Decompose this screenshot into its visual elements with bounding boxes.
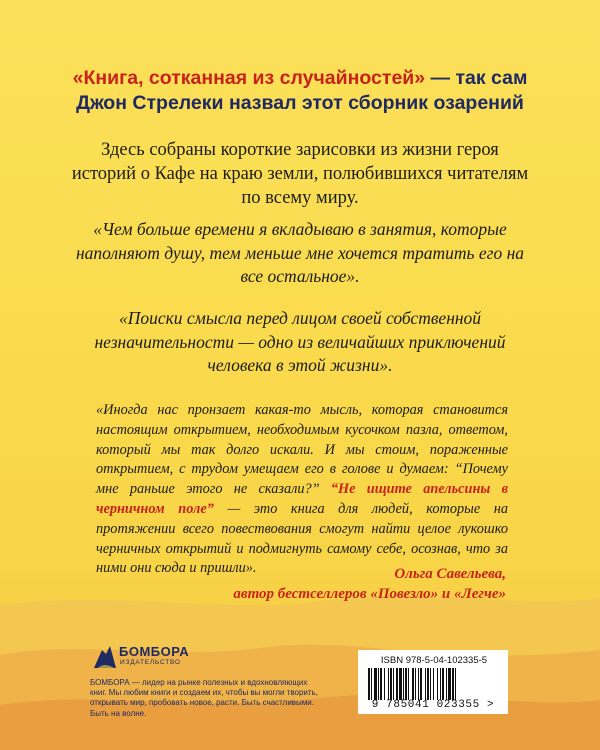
- review-book-title: “Не ищите апельсины в черничном поле”: [96, 481, 508, 517]
- barcode-bar: [425, 668, 426, 700]
- lead-title-rest: — так сам Джон Стрелеки назвал этот сборник озарений: [76, 67, 528, 114]
- barcode-bar: [415, 668, 416, 700]
- barcode-bar: [418, 668, 419, 700]
- lead-headline: [60, 66, 540, 116]
- barcode-bar: [455, 668, 456, 700]
- barcode-bar: [390, 668, 392, 700]
- barcode-bar: [408, 668, 409, 700]
- barcode-bar: [440, 668, 441, 700]
- barcode-bar: [371, 668, 372, 700]
- barcode-bar: [420, 668, 422, 700]
- barcode-bar: [446, 668, 447, 700]
- publisher-description: БОМБОРА — лидер на рынке полезных и вдохновляющих книг. Мы любим книги и создаем их, чтобы вы могли творить, открывать мир, пробовать новое, расти. Быть счастливыми. Быть на волне.: [90, 678, 318, 718]
- barcode-bars: [366, 668, 494, 700]
- barcode-bar: [403, 668, 404, 700]
- lead-title-quote: «Книга, сотканная из случайностей»: [72, 67, 426, 89]
- barcode-bar: [380, 668, 382, 700]
- author-role: автор бестселлеров «Повезло» и «Легче»: [233, 586, 506, 602]
- barcode-bar: [427, 668, 429, 700]
- publisher-logo-sub: ИЗДАТЕЛЬСТВО: [120, 659, 181, 666]
- quote-1: «Чем больше времени я вкладываю в занятия, которые наполняют душу, тем меньше мне хочется тратить его на все остальное».: [75, 219, 525, 286]
- review-author: [146, 564, 506, 604]
- review-blurb: [96, 401, 508, 579]
- author-name: Ольга Савельева,: [394, 566, 506, 582]
- isbn-digits: 9 785041 023355 >: [371, 699, 495, 711]
- barcode-bar: [405, 668, 407, 700]
- barcode-bar: [437, 668, 438, 700]
- barcode-bar: [448, 668, 451, 700]
- publisher-logo-name: БОМБОРА: [119, 644, 190, 659]
- barcode-bar: [396, 668, 398, 700]
- barcode-bar: [388, 668, 389, 700]
- barcode-bar: [374, 668, 377, 700]
- barcode-bar: [378, 668, 379, 700]
- barcode-bar: [412, 668, 414, 700]
- review-text-1: «Иногда нас пронзает какая-то мысль, которая становится настоящим открытием, необходимым кусочком пазла, ответом, который мы так долго искали. И мы стоим, пораженные открытием, с трудом умещаем его в голове и думаем: “Почему мне раньше этого не сказали?”: [96, 402, 508, 498]
- isbn-label: ISBN 978-5-04-102335-5: [380, 655, 488, 666]
- barcode-bar: [399, 668, 402, 700]
- barcode-bar: [368, 668, 370, 700]
- review-text-2: — это книга для людей, которые на протяжении всего повествования смогут найти целое лукошко черничных открытий и подмигнуть самому себе, осознав, что за ними они сюда и пришли».: [96, 500, 508, 577]
- barcode-bar: [442, 668, 444, 700]
- barcode-bar: [393, 668, 394, 700]
- barcode-bar: [433, 668, 434, 700]
- quote-2: «Поиски смысла перед лицом своей собственной незначительности — одно из величайших приключений человека в этой жизни».: [94, 308, 506, 375]
- intro-paragraph: Здесь собраны короткие зарисовки из жизни героя историй о Кафе на краю земли, полюбившихся читателям по всему миру.: [71, 140, 529, 208]
- barcode-bar: [384, 668, 385, 700]
- barcode-bar: [452, 668, 454, 700]
- barcode-bar: [430, 668, 431, 700]
